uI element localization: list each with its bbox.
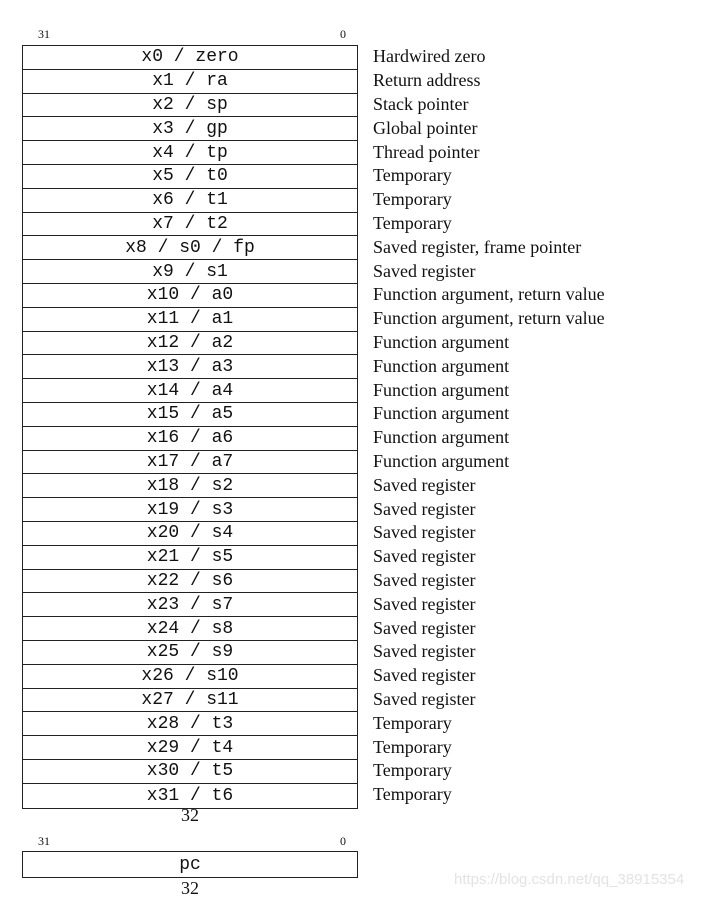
register-description: Saved register [373, 665, 476, 686]
watermark-text: https://blog.csdn.net/qq_38915354 [454, 871, 685, 888]
register-cell: x18 / s2 [23, 474, 357, 498]
register-cell: x16 / a6 [23, 427, 357, 451]
register-cell: x27 / s11 [23, 689, 357, 713]
register-description: Saved register [373, 617, 476, 638]
register-cell: x0 / zero [23, 46, 357, 70]
register-cell: x3 / gp [23, 117, 357, 141]
register-cell: x14 / a4 [23, 379, 357, 403]
register-cell: x11 / a1 [23, 308, 357, 332]
register-description: Return address [373, 70, 481, 91]
register-cell: x24 / s8 [23, 617, 357, 641]
register-description: Temporary [373, 189, 452, 210]
register-description: Temporary [373, 784, 452, 805]
register-description: Stack pointer [373, 93, 469, 114]
register-cell: x17 / a7 [23, 451, 357, 475]
register-cell: x8 / s0 / fp [23, 236, 357, 260]
register-description: Saved register [373, 641, 476, 662]
register-cell: x28 / t3 [23, 712, 357, 736]
register-cell: x19 / s3 [23, 498, 357, 522]
register-description-list [373, 45, 605, 807]
register-description: Function argument [373, 427, 510, 448]
register-description: Saved register [373, 688, 476, 709]
register-description: Function argument [373, 450, 510, 471]
register-description: Function argument [373, 331, 510, 352]
register-description: Function argument [373, 379, 510, 400]
register-cell: x12 / a2 [23, 332, 357, 356]
register-description: Saved register [373, 593, 476, 614]
gpr-width-label: 32 [181, 805, 199, 825]
register-cell: x21 / s5 [23, 546, 357, 570]
register-cell: x26 / s10 [23, 665, 357, 689]
register-cell: x20 / s4 [23, 522, 357, 546]
register-cell: x29 / t4 [23, 736, 357, 760]
register-description: Function argument, return value [373, 284, 605, 305]
register-description: Hardwired zero [373, 46, 486, 67]
register-cell: x10 / a0 [23, 284, 357, 308]
register-description: Temporary [373, 165, 452, 186]
gpr-bit-high-label: 31 [38, 27, 50, 41]
gpr-bit-low-label: 0 [340, 27, 346, 41]
register-cell: x9 / s1 [23, 260, 357, 284]
register-description: Temporary [373, 212, 452, 233]
register-description: Thread pointer [373, 141, 480, 162]
pc-register-box [22, 851, 358, 878]
register-cell: x15 / a5 [23, 403, 357, 427]
register-description: Saved register, frame pointer [373, 236, 582, 257]
register-description: Saved register [373, 498, 476, 519]
register-description: Temporary [373, 712, 452, 733]
register-cell: x13 / a3 [23, 355, 357, 379]
register-description: Function argument, return value [373, 308, 605, 329]
pc-width-label: 32 [181, 878, 199, 898]
register-description: Function argument [373, 403, 510, 424]
register-description: Function argument [373, 355, 510, 376]
register-cell: x25 / s9 [23, 641, 357, 665]
register-cell: x2 / sp [23, 94, 357, 118]
register-description: Saved register [373, 474, 476, 495]
register-description: Saved register [373, 260, 476, 281]
register-cell: x1 / ra [23, 70, 357, 94]
register-description: Saved register [373, 522, 476, 543]
register-cell: x22 / s6 [23, 570, 357, 594]
register-cell: x23 / s7 [23, 593, 357, 617]
register-description: Temporary [373, 736, 452, 757]
register-description: Saved register [373, 546, 476, 567]
pc-register-name: pc [179, 854, 201, 875]
register-cell: x31 / t6 [146, 785, 234, 806]
register-cell: x4 / tp [23, 141, 357, 165]
register-cell: x7 / t2 [23, 213, 357, 237]
register-cell: x30 / t5 [23, 760, 357, 784]
register-cell: x5 / t0 [23, 165, 357, 189]
pc-bit-high-label: 31 [38, 834, 50, 848]
register-description: Temporary [373, 760, 452, 781]
register-table [22, 45, 358, 809]
register-description: Saved register [373, 569, 476, 590]
register-cell: x6 / t1 [23, 189, 357, 213]
pc-bit-low-label: 0 [340, 834, 346, 848]
register-description: Global pointer [373, 117, 478, 138]
